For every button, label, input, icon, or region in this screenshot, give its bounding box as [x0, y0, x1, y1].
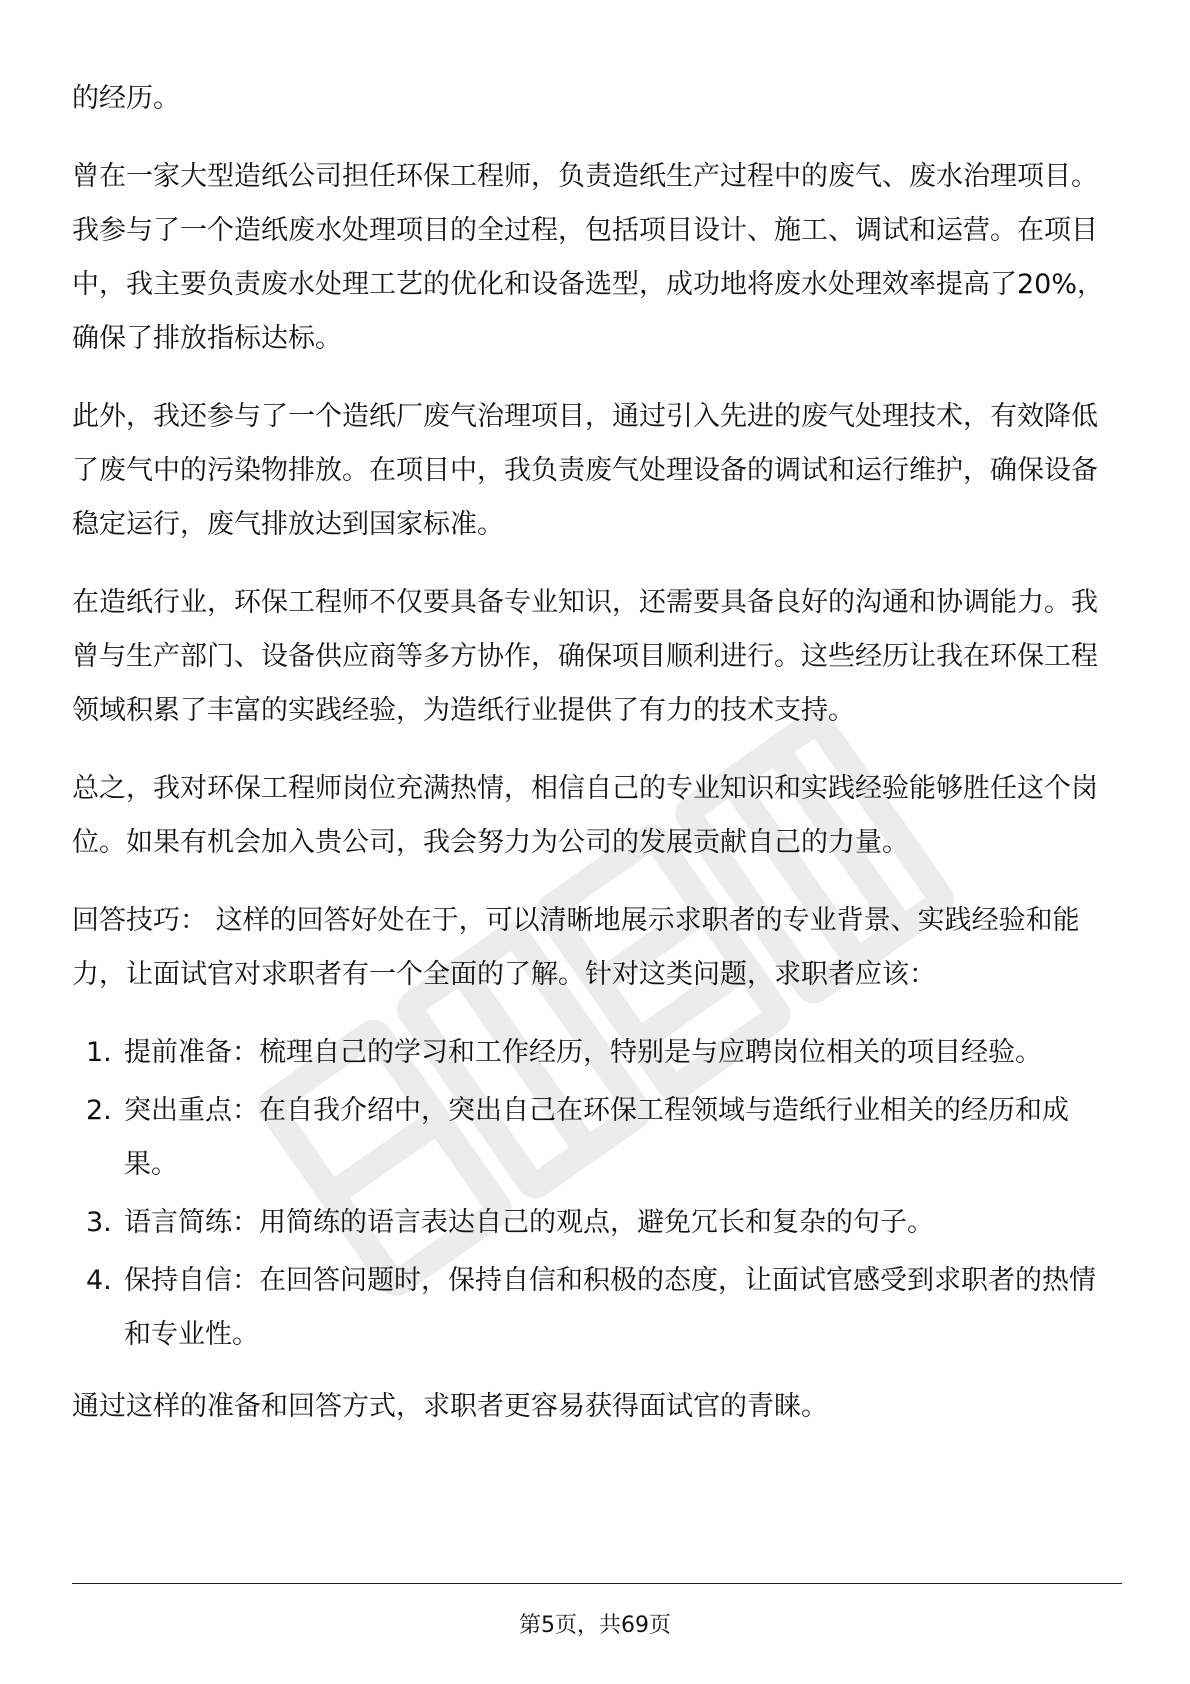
- page-number: 第5页，共69页: [519, 1613, 671, 1638]
- tips-list: [72, 1026, 1122, 1362]
- list-text: 语言简练：用简练的语言表达自己的观点，避免冗长和复杂的句子。: [124, 1207, 934, 1238]
- list-item: [72, 1196, 1122, 1250]
- list-text: 提前准备：梳理自己的学习和工作经历，特别是与应聘岗位相关的项目经验。: [124, 1037, 1042, 1068]
- list-text: 保持自信：在回答问题时，保持自信和积极的态度，让面试官感受到求职者的热情和专业性。: [124, 1265, 1096, 1350]
- list-text: 突出重点：在自我介绍中，突出自己在环保工程领域与造纸行业相关的经历和成果。: [124, 1095, 1069, 1180]
- paragraph-closing: 通过这样的准备和回答方式，求职者更容易获得面试官的青睐。: [72, 1391, 828, 1422]
- paragraph-wastewater-project: 曾在一家大型造纸公司担任环保工程师，负责造纸生产过程中的废气、废水治理项目。我参与了一个造纸废水处理项目的全过程，包括项目设计、施工、调试和运营。在项目中，我主要负责废水处理工艺的优化和设备选型，成功地将废水处理效率提高了20%，确保了排放指标达标。: [72, 161, 1105, 354]
- list-number: 4.: [86, 1265, 112, 1296]
- list-item: [72, 1254, 1122, 1362]
- list-number: 2.: [86, 1095, 112, 1126]
- paragraph-answer-tips: 回答技巧： 这样的回答好处在于，可以清晰地展示求职者的专业背景、实践经验和能力，让面试官对求职者有一个全面的了解。针对这类问题，求职者应该：: [72, 905, 1080, 990]
- document-body: [72, 72, 1122, 1458]
- paragraph-communication: 在造纸行业，环保工程师不仅要具备专业知识，还需要具备良好的沟通和协调能力。我曾与生产部门、设备供应商等多方协作，确保项目顺利进行。这些经历让我在环保工程领域积累了丰富的实践经验，为造纸行业提供了有力的技术支持。: [72, 587, 1098, 726]
- paragraph-intro-end: 的经历。: [72, 83, 180, 114]
- paragraph-conclusion: 总之，我对环保工程师岗位充满热情，相信自己的专业知识和实践经验能够胜任这个岗位。如果有机会加入贵公司，我会努力为公司的发展贡献自己的力量。: [72, 773, 1098, 858]
- list-item: [72, 1026, 1122, 1080]
- paragraph-exhaust-project: 此外，我还参与了一个造纸厂废气治理项目，通过引入先进的废气处理技术，有效降低了废气中的污染物排放。在项目中，我负责废气处理设备的调试和运行维护，确保设备稳定运行，废气排放达到国家标准。: [72, 401, 1098, 540]
- list-number: 1.: [86, 1037, 112, 1068]
- list-item: [72, 1084, 1122, 1192]
- list-number: 3.: [86, 1207, 112, 1238]
- footer-divider: [72, 1583, 1122, 1584]
